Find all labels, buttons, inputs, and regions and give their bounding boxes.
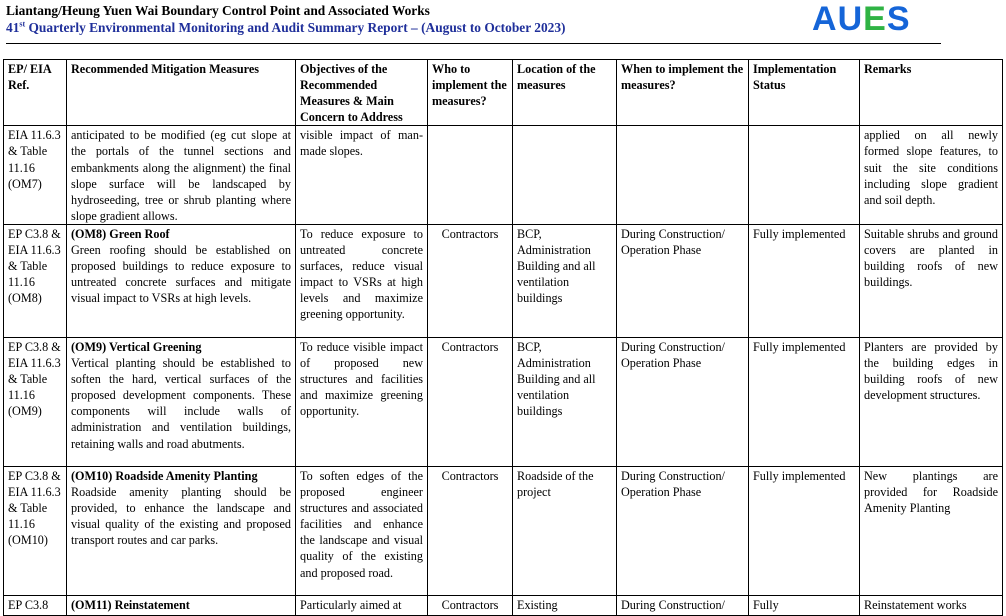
- mitigation-measures-table: [3, 59, 1003, 616]
- table-row: [4, 466, 1003, 595]
- aues-logo: AUES: [812, 0, 911, 38]
- measure-body: Roadside amenity planting should be provided, to enhance the landscape and visual quality of the existing and proposed transport routes and car parks.: [71, 485, 291, 548]
- header-divider: [6, 43, 941, 44]
- col-location: Location of the measures: [513, 60, 617, 126]
- table-row: [4, 595, 1003, 615]
- report-title: Liantang/Heung Yuen Wai Boundary Control Point and Associated Works: [6, 3, 430, 18]
- report-subtitle: [6, 19, 946, 36]
- cell-who: Contractors: [428, 466, 513, 595]
- cell-objective: To soften edges of the proposed engineer structures and associated facilities and enhance the landscape and visual quality of the existing and proposed road.: [296, 466, 428, 595]
- cell-location: Existing: [513, 595, 617, 615]
- cell-location: BCP, Administration Building and all ventilation buildings: [513, 337, 617, 466]
- cell-measure: [67, 595, 296, 615]
- report-number: 41: [6, 20, 20, 35]
- cell-remarks: Planters are provided by the building edges in building roofs of new development structures.: [860, 337, 1003, 466]
- cell-remarks: Suitable shrubs and ground covers are planted in building roofs of new buildings.: [860, 224, 1003, 337]
- measure-body: Green roofing should be established on proposed buildings to reduce exposure to untreated concrete surfaces and mitigate visual impact to VSRs at high levels.: [71, 243, 291, 306]
- measure-body: anticipated to be modified (eg cut slope at the portals of the tunnel sections and embankments along the alignment) the final slope surface will be landscaped by hydroseeding, tree or shrub planting where slope gradient allows.: [71, 128, 291, 223]
- col-status: Implementation Status: [749, 60, 860, 126]
- measure-title: (OM8) Green Roof: [71, 226, 170, 241]
- cell-measure: [67, 224, 296, 337]
- cell-status: Fully implemented: [749, 337, 860, 466]
- cell-when: [617, 126, 749, 225]
- table-row: [4, 337, 1003, 466]
- cell-when: During Construction/ Operation Phase: [617, 337, 749, 466]
- measure-title: (OM10) Roadside Amenity Planting: [71, 468, 258, 483]
- cell-ref: EP C3.8 & EIA 11.6.3 & Table 11.16 (OM8): [4, 224, 67, 337]
- report-type: Quarterly Environmental Monitoring and Audit Summary Report –: [25, 20, 422, 35]
- cell-measure: [67, 337, 296, 466]
- cell-objective: visible impact of man-made slopes.: [296, 126, 428, 225]
- cell-measure: [67, 466, 296, 595]
- cell-when: During Construction/ Operation Phase: [617, 224, 749, 337]
- measure-body: Vertical planting should be established to soften the hard, vertical surfaces of the proposed development components. These components will include walls of administration and ventilation buildings, retaining walls and road abutments.: [71, 356, 291, 451]
- measure-title: (OM11) Reinstatement: [71, 597, 190, 612]
- cell-ref: EP C3.8 & EIA 11.6.3 & Table 11.16 (OM10): [4, 466, 67, 595]
- cell-status: Fully: [749, 595, 860, 615]
- cell-status: Fully implemented: [749, 224, 860, 337]
- col-remarks: Remarks: [860, 60, 1003, 126]
- table-header-row: [4, 60, 1003, 126]
- report-number-suffix: st: [19, 19, 26, 29]
- cell-remarks: New plantings are provided for Roadside Amenity Planting: [860, 466, 1003, 595]
- report-period: (August to October 2023): [421, 20, 566, 35]
- cell-objective: To reduce visible impact of proposed new structures and facilities and maximize greening opportunity.: [296, 337, 428, 466]
- cell-when: During Construction/ Operation Phase: [617, 466, 749, 595]
- cell-when: During Construction/: [617, 595, 749, 615]
- col-who: Who to implement the measures?: [428, 60, 513, 126]
- col-objectives: Objectives of the Recommended Measures & Main Concern to Address: [296, 60, 428, 126]
- cell-ref: EP C3.8: [4, 595, 67, 615]
- col-measures: Recommended Mitigation Measures: [67, 60, 296, 126]
- cell-objective: Particularly aimed at: [296, 595, 428, 615]
- cell-ref: EIA 11.6.3 & Table 11.16 (OM7): [4, 126, 67, 225]
- col-when: When to implement the measures?: [617, 60, 749, 126]
- cell-location: BCP, Administration Building and all ventilation buildings: [513, 224, 617, 337]
- cell-measure: [67, 126, 296, 225]
- cell-location: [513, 126, 617, 225]
- cell-who: Contractors: [428, 595, 513, 615]
- cell-location: Roadside of the project: [513, 466, 617, 595]
- cell-status: Fully implemented: [749, 466, 860, 595]
- cell-status: [749, 126, 860, 225]
- cell-ref: EP C3.8 & EIA 11.6.3 & Table 11.16 (OM9): [4, 337, 67, 466]
- cell-who: Contractors: [428, 224, 513, 337]
- measure-title: (OM9) Vertical Greening: [71, 339, 202, 354]
- table-row: [4, 224, 1003, 337]
- table-row: [4, 126, 1003, 225]
- col-ref: EP/ EIA Ref.: [4, 60, 67, 126]
- cell-remarks: applied on all newly formed slope features, to suit the site conditions including slope gradient and soil depth.: [860, 126, 1003, 225]
- cell-who: Contractors: [428, 337, 513, 466]
- report-header: [6, 2, 946, 42]
- cell-remarks: Reinstatement works: [860, 595, 1003, 615]
- cell-objective: To reduce exposure to untreated concrete surfaces, reduce visual impact to VSRs at high levels and maximize greening opportunity.: [296, 224, 428, 337]
- cell-who: [428, 126, 513, 225]
